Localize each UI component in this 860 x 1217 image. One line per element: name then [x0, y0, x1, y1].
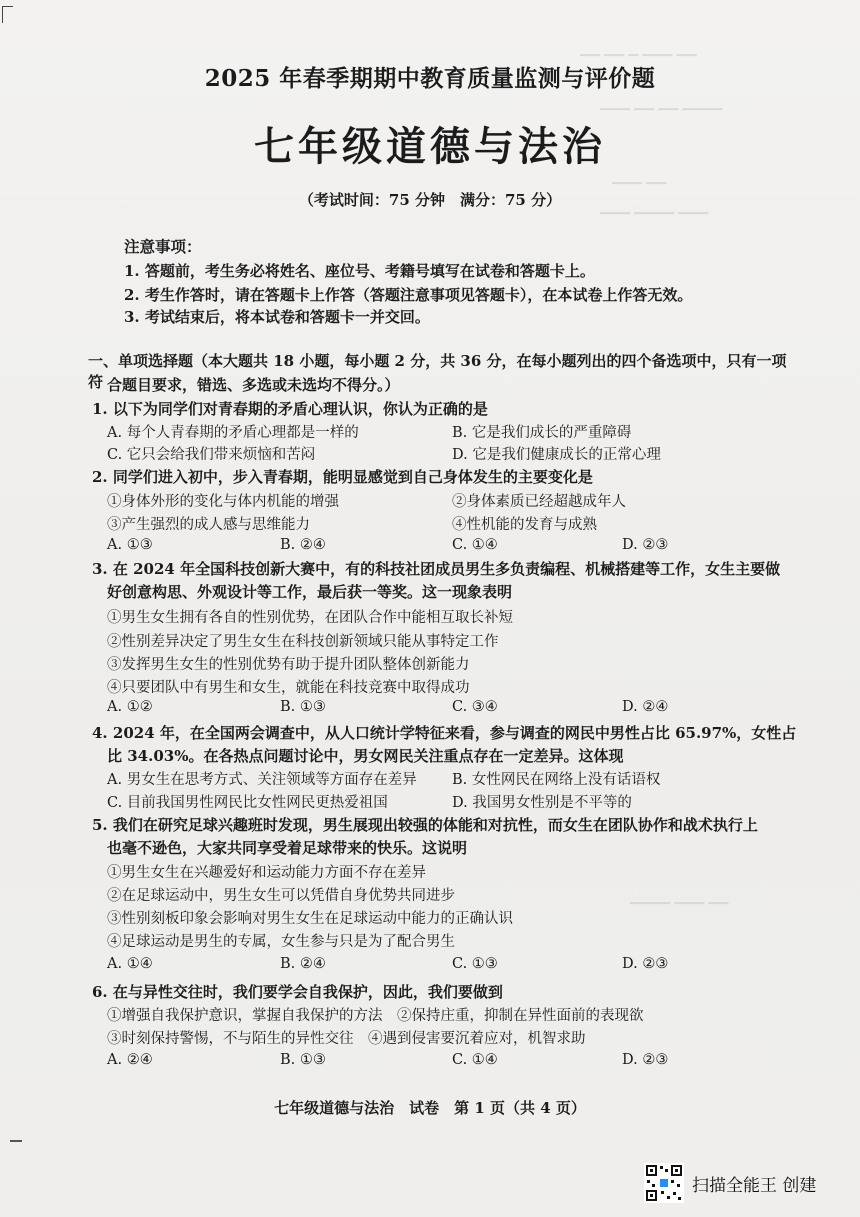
option-c: C. ①④	[452, 537, 498, 553]
option-b: B. ②④	[280, 537, 326, 553]
statement: ④足球运动是男生的专属，女生参与只是为了配合男生	[107, 934, 455, 950]
option-c: C. ①④	[452, 1052, 498, 1068]
option-b: B. 它是我们成长的严重障碍	[452, 425, 632, 441]
scanner-watermark-text: 扫描全能王 创建	[692, 1176, 817, 1196]
question-stem-cont: 也毫不逊色，大家共同享受着足球带来的快乐。这说明	[107, 839, 468, 857]
question-stem: 1. 以下为同学们对青春期的矛盾心理认识，你认为正确的是	[92, 400, 488, 418]
option-a: A. 男女生在思考方式、关注领域等方面存在差异	[107, 772, 417, 788]
option-c: C. 它只会给我们带来烦恼和苦闷	[107, 447, 316, 463]
question-stem: 3. 在 2024 年全国科技创新大赛中，有的科技社团成员男生多负责编程、机械搭建等工作，女生主要做	[92, 560, 781, 578]
option-b: B. 女性网民在网络上没有话语权	[452, 772, 661, 788]
statement: ③性别刻板印象会影响对男生女生在足球运动中能力的正确认识	[107, 911, 513, 927]
subject-title: 七年级道德与法治	[254, 123, 606, 170]
bleed-through-text: ▁▁▁ ▁▁ ▁▁ ▁▁▁▁	[600, 96, 723, 111]
exam-time-score: （考试时间：75 分钟 满分：75 分）	[298, 191, 562, 209]
option-b: B. ②④	[280, 956, 326, 972]
notice-item: 2. 考生作答时，请在答题卡上作答（答题注意事项见答题卡），在本试卷上作答无效。	[124, 286, 693, 304]
notice-heading: 注意事项：	[124, 237, 202, 256]
section-heading-cont: 合题目要求，错选、多选或未选均不得分。）	[107, 376, 400, 394]
statement: ②身体素质已经超越成年人	[452, 494, 626, 510]
statement: ③产生强烈的成人感与思维能力	[107, 517, 310, 533]
bleed-through-text: ▁▁▁ ▁▁	[612, 170, 667, 185]
statement: ④只要团队中有男生和女生，就能在科技竞赛中取得成功	[107, 680, 470, 696]
question-stem: 6. 在与异性交往时，我们要学会自我保护，因此，我们要做到	[92, 983, 503, 1001]
statement: ③发挥男生女生的性别优势有助于提升团队整体创新能力	[107, 657, 470, 673]
option-c: C. ③④	[452, 699, 498, 715]
bleed-through-text: ▁▁▁▁ ▁▁▁ ▁▁	[630, 890, 729, 905]
statement: ③时刻保持警惕，不与陌生的异性交往 ④遇到侵害要沉着应对，机智求助	[107, 1031, 586, 1047]
option-d: D. ②③	[622, 537, 669, 553]
bleed-through-text: ▁▁ ▁▁ ▁ ▁▁▁ ▁▁	[580, 42, 697, 57]
exam-title: 2025 年春季期期中教育质量监测与评价题	[204, 65, 656, 92]
option-d: D. ②③	[622, 956, 669, 972]
statement: ④性机能的发育与成熟	[452, 517, 597, 533]
option-d: D. 我国男女性别是不平等的	[452, 795, 632, 811]
question-stem-cont: 比 34.03%。在各热点问题讨论中，男女网民关注重点存在一定差异。这体现	[107, 747, 624, 765]
section-heading: 一、单项选择题（本大题共 18 小题，每小题 2 分，共 36 分，在每小题列出的四个备选项中，只有一项符	[88, 352, 787, 391]
option-d: D. 它是我们健康成长的正常心理	[452, 447, 661, 463]
notice-item: 1. 答题前，考生务必将姓名、座位号、考籍号填写在试卷和答题卡上。	[124, 262, 595, 280]
statement: ①男生女生拥有各自的性别优势，在团队合作中能相互取长补短	[107, 610, 513, 626]
qr-code-icon	[644, 1163, 684, 1203]
question-stem: 5. 我们在研究足球兴趣班时发现，男生展现出较强的体能和对抗性，而女生在团队协作和战术执行上	[92, 816, 758, 834]
option-d: D. ②④	[622, 699, 669, 715]
notice-item: 3. 考试结束后，将本试卷和答题卡一并交回。	[124, 308, 430, 326]
question-stem: 2. 同学们进入初中，步入青春期，能明显感觉到自己身体发生的主要变化是	[92, 468, 593, 486]
bleed-through-text: ▁▁▁ ▁▁▁▁ ▁▁▁	[600, 200, 709, 215]
statement: ①男生女生在兴趣爱好和运动能力方面不存在差异	[107, 865, 426, 881]
option-a: A. 每个人青春期的矛盾心理都是一样的	[107, 425, 359, 441]
option-a: A. ②④	[107, 1052, 153, 1068]
statement: ②在足球运动中，男生女生可以凭借自身优势共同进步	[107, 888, 455, 904]
option-b: B. ①③	[280, 1052, 326, 1068]
crop-mark	[10, 1140, 22, 1152]
option-c: C. 目前我国男性网民比女性网民更热爱祖国	[107, 795, 388, 811]
option-a: A. ①③	[107, 537, 153, 553]
page-footer: 七年级道德与法治 试卷 第 1 页（共 4 页）	[274, 1099, 586, 1117]
option-b: B. ①③	[280, 699, 326, 715]
option-c: C. ①③	[452, 956, 498, 972]
option-a: A. ①②	[107, 699, 153, 715]
option-a: A. ①④	[107, 956, 153, 972]
question-stem-cont: 好创意构思、外观设计等工作，最后获一等奖。这一现象表明	[107, 583, 513, 601]
statement: ①增强自我保护意识，掌握自我保护的方法 ②保持庄重，抑制在异性面前的表现欲	[107, 1008, 644, 1024]
option-d: D. ②③	[622, 1052, 669, 1068]
statement: ①身体外形的变化与体内机能的增强	[107, 494, 339, 510]
statement: ②性别差异决定了男生女生在科技创新领域只能从事特定工作	[107, 634, 499, 650]
question-stem: 4. 2024 年，在全国两会调查中，从人口统计学特征来看，参与调查的网民中男性占比 65.97%，女性占	[92, 724, 797, 742]
crop-mark	[2, 6, 13, 23]
